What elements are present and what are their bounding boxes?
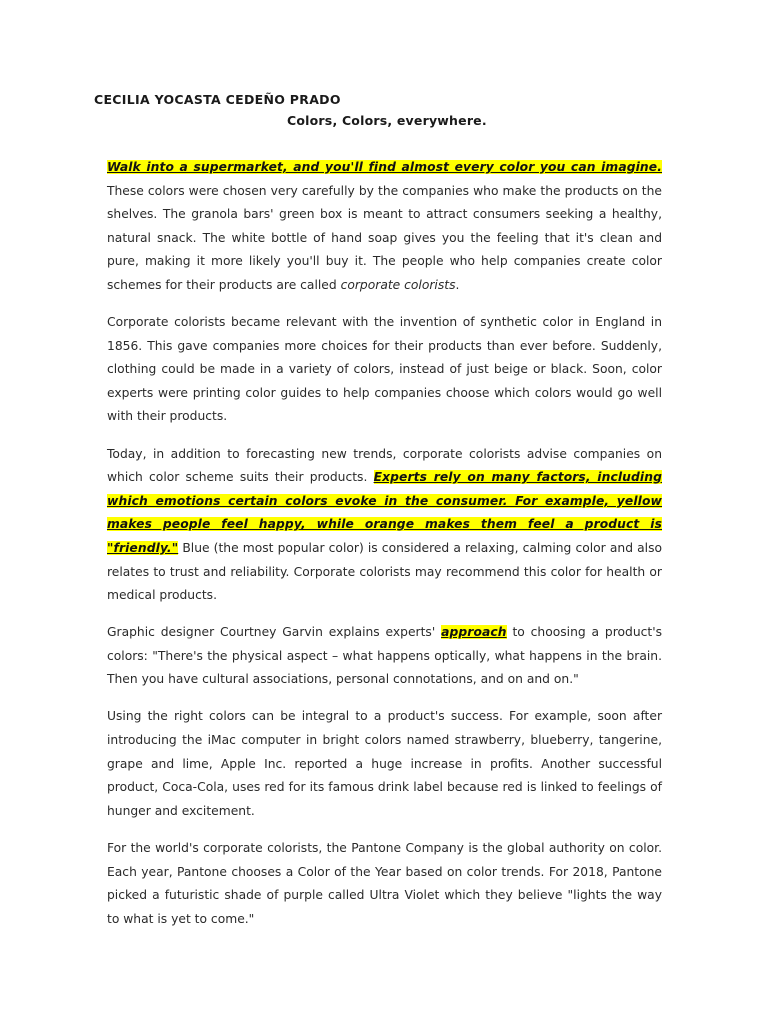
paragraph-text: Graphic designer Courtney Garvin explains experts' [107, 625, 442, 640]
paragraph-text: to choosing a product's colors: "There's the physical aspect – what happens optically, what happens in the brain. Then you have cultural associations, personal connotations, and on and on." [107, 625, 663, 687]
paragraph-1 [107, 156, 662, 298]
highlighted-text: Walk into a supermarket, and you'll find almost every color you can imagine. [107, 160, 662, 174]
author-name: CECILIA YOCASTA CEDEÑO PRADO [94, 92, 341, 107]
paragraph-text: Using the right colors can be integral to a product's success. For example, soon after introducing the iMac computer in bright colors named strawberry, blueberry, tangerine, grape and lime, Apple Inc. reported a huge increase in profits. Another successful product, Coca-Cola, uses red for its famous drink label because red is linked to feelings of hunger and excitement. [107, 709, 662, 818]
highlighted-text: Experts rely on many factors, including which emotions certain colors evoke in the consumer. For example, yellow makes people feel happy, while orange makes them feel a product is "friendly." [107, 470, 662, 555]
paragraph-6 [107, 837, 662, 931]
paragraph-text: These colors were chosen very carefully by the companies who make the products on the shelves. The granola bars' green box is meant to attract consumers seeking a healthy, natural snack. The white bottle of hand soap gives you the feeling that it's clean and pure, making it more likely you'll buy it. The people who help companies create color schemes for their products are called [107, 183, 662, 292]
paragraph-5 [107, 705, 662, 823]
paragraph-text: Blue (the most popular color) is considered a relaxing, calming color and also relates to trust and reliability. Corporate colorists may recommend this color for health or medical products. [107, 540, 662, 603]
paragraph-3 [107, 443, 662, 608]
paragraph-text: For the world's corporate colorists, the Pantone Company is the global authority on color. Each year, Pantone chooses a Color of the Year based on color trends. For 2018, Pantone picked a futuristic shade of purple called Ultra Violet which they believe "lights the way to what is yet to come." [107, 840, 662, 926]
emphasized-term: corporate colorists [340, 277, 456, 292]
document-title: Colors, Colors, everywhere. [287, 113, 487, 128]
paragraph-text: . [455, 277, 460, 292]
paragraph-text: Corporate colorists became relevant with the invention of synthetic color in England in 1856. This gave companies more choices for their products than ever before. Suddenly, clothing could be made in a variety of colors, instead of just beige or black. Soon, color experts were printing color guides to help companies choose which colors would go well with their products. [107, 315, 662, 424]
highlighted-text: approach [441, 625, 507, 640]
paragraph-2 [107, 311, 662, 429]
paragraph-4 [107, 621, 662, 692]
document-body [107, 156, 662, 945]
paragraph-text: Today, in addition to forecasting new trends, corporate colorists advise companies on which color scheme suits their products. [107, 446, 662, 485]
